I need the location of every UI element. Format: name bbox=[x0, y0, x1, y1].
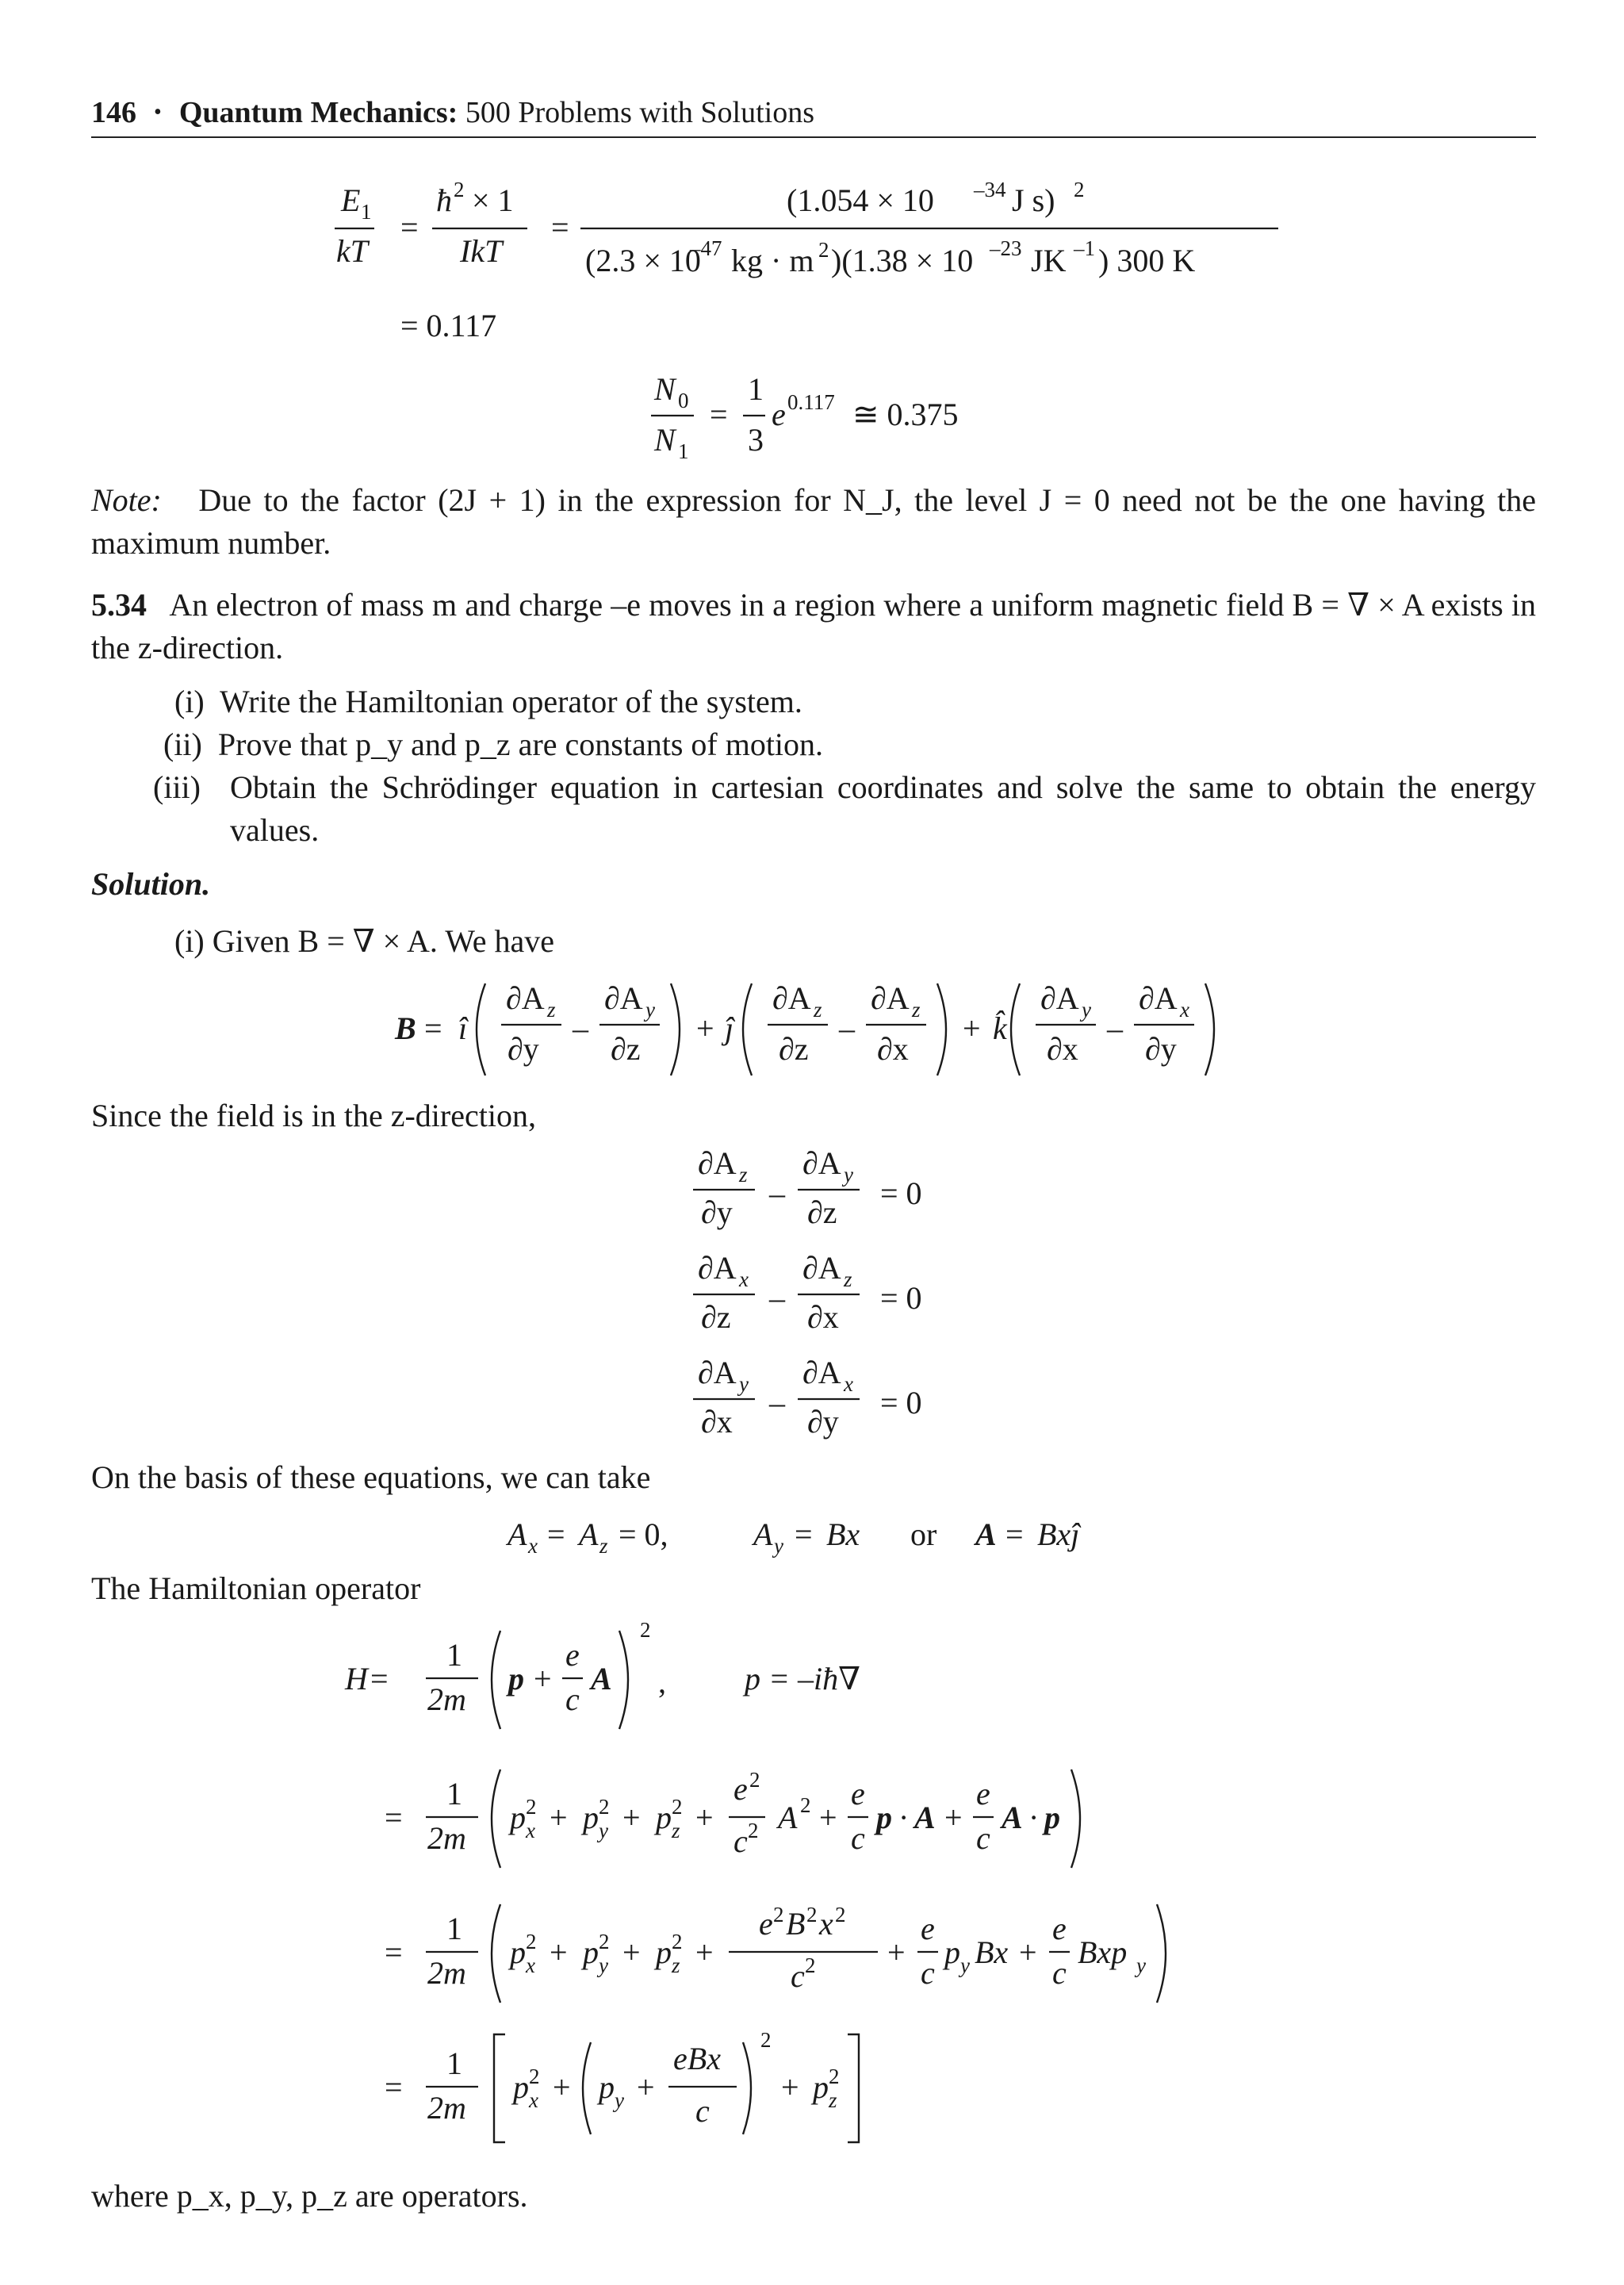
svg-text:∂z: ∂z bbox=[807, 1194, 837, 1230]
running-header bbox=[91, 89, 1536, 138]
svg-text:2m: 2m bbox=[427, 1955, 466, 1991]
field-direction-text: Since the field is in the z-direction, bbox=[91, 1098, 536, 1133]
svg-text:1: 1 bbox=[678, 439, 689, 460]
svg-text:2: 2 bbox=[672, 1795, 683, 1819]
svg-text:x: x bbox=[526, 1953, 535, 1977]
svg-text:z: z bbox=[844, 1267, 852, 1291]
note-paragraph bbox=[91, 479, 1536, 565]
closing-text: where p_x, p_y, p_z are operators. bbox=[91, 2178, 528, 2214]
svg-text:=: = bbox=[385, 1934, 403, 1970]
svg-text:(1.054 × 10: (1.054 × 10 bbox=[787, 182, 934, 218]
svg-text:+: + bbox=[622, 1800, 641, 1835]
svg-text:î: î bbox=[458, 1010, 468, 1046]
svg-text:z: z bbox=[547, 998, 556, 1022]
svg-text:+: + bbox=[534, 1661, 552, 1696]
svg-text:p: p bbox=[510, 1800, 526, 1835]
svg-text:1: 1 bbox=[748, 371, 764, 407]
svg-text:2: 2 bbox=[672, 1930, 683, 1953]
hamiltonian-text: The Hamiltonian operator bbox=[91, 1570, 421, 1606]
svg-text:∂A: ∂A bbox=[802, 1145, 841, 1181]
svg-text:x: x bbox=[528, 1534, 538, 1558]
svg-text:+: + bbox=[887, 1934, 906, 1970]
svg-text:p: p bbox=[656, 1800, 672, 1835]
svg-text:e: e bbox=[1052, 1911, 1067, 1946]
svg-text:c: c bbox=[565, 1681, 580, 1717]
svg-text:(2.3 × 10: (2.3 × 10 bbox=[585, 243, 701, 278]
population-ratio-equation bbox=[646, 365, 1011, 460]
svg-text:=: = bbox=[795, 1516, 813, 1552]
svg-text:e: e bbox=[921, 1911, 935, 1946]
svg-text:·: · bbox=[898, 1800, 910, 1835]
svg-text:,: , bbox=[658, 1664, 666, 1700]
svg-text:A: A bbox=[753, 1516, 773, 1552]
svg-text:2m: 2m bbox=[427, 1681, 466, 1717]
svg-text:y: y bbox=[1082, 998, 1091, 1022]
svg-text:2: 2 bbox=[454, 178, 465, 201]
svg-text:c: c bbox=[695, 2093, 710, 2129]
svg-text:2: 2 bbox=[818, 238, 829, 262]
svg-text:z: z bbox=[814, 998, 822, 1022]
svg-text:A: A bbox=[778, 1800, 798, 1835]
svg-text:B: B bbox=[786, 1906, 806, 1942]
svg-text:=: = bbox=[1005, 1516, 1024, 1552]
svg-text:p: p bbox=[513, 2069, 529, 2105]
svg-text:)(1.38 × 10: )(1.38 × 10 bbox=[831, 243, 974, 278]
svg-text:2: 2 bbox=[526, 1795, 537, 1819]
svg-text:+: + bbox=[622, 1934, 641, 1970]
svg-text:–: – bbox=[769, 1385, 785, 1420]
svg-text:Bx: Bx bbox=[826, 1516, 860, 1552]
svg-text:+: + bbox=[819, 1800, 837, 1835]
svg-text:+: + bbox=[696, 1010, 714, 1046]
solution-intro: (i) Given B = ∇ × A. We have bbox=[174, 923, 555, 959]
svg-text:× 1: × 1 bbox=[472, 182, 514, 218]
svg-text:or: or bbox=[910, 1516, 937, 1552]
svg-text:N: N bbox=[654, 422, 676, 458]
svg-text:∂y: ∂y bbox=[1145, 1031, 1177, 1067]
problem-text: An electron of mass m and charge –e moves in a region where a uniform magnetic field B = ∇ × A exists in the z-direction. bbox=[91, 587, 1536, 665]
problem-part-1: (i) Write the Hamiltonian operator of the system. bbox=[174, 684, 802, 719]
svg-text:0.117: 0.117 bbox=[787, 390, 835, 414]
svg-text:∂x: ∂x bbox=[877, 1031, 909, 1067]
svg-text:z: z bbox=[739, 1163, 748, 1187]
book-title: Quantum Mechanics: bbox=[178, 96, 458, 129]
svg-text:= 0: = 0 bbox=[880, 1280, 922, 1316]
problem-part-3-text: Obtain the Schrödinger equation in cartesian coordinates and solve the same to obtain the energy values. bbox=[230, 769, 1536, 848]
svg-text:∂z: ∂z bbox=[611, 1031, 641, 1067]
svg-text:x: x bbox=[844, 1372, 853, 1396]
svg-text:E: E bbox=[341, 182, 361, 218]
svg-text:B: B bbox=[395, 1010, 416, 1046]
svg-text:+: + bbox=[637, 2069, 655, 2105]
svg-text:2: 2 bbox=[599, 1930, 610, 1953]
svg-text:–: – bbox=[1107, 1010, 1123, 1046]
svg-text:2m: 2m bbox=[427, 2090, 466, 2126]
svg-text:∂A: ∂A bbox=[698, 1355, 737, 1390]
book-subtitle: 500 Problems with Solutions bbox=[465, 96, 815, 129]
svg-text:1: 1 bbox=[361, 200, 372, 224]
svg-text:A: A bbox=[579, 1516, 599, 1552]
svg-text:2m: 2m bbox=[427, 1820, 466, 1856]
svg-text:+: + bbox=[963, 1010, 981, 1046]
svg-text:p: p bbox=[508, 1661, 524, 1696]
svg-text:e: e bbox=[976, 1776, 990, 1812]
svg-text:e: e bbox=[772, 397, 786, 432]
svg-text:= 0: = 0 bbox=[880, 1385, 922, 1420]
header-separator: • bbox=[154, 100, 162, 125]
svg-text:x: x bbox=[1180, 998, 1189, 1022]
svg-text:∂A: ∂A bbox=[1139, 980, 1178, 1016]
svg-text:A: A bbox=[508, 1516, 527, 1552]
note-label: Note: bbox=[91, 482, 162, 518]
svg-text:p: p bbox=[510, 1934, 526, 1970]
curl-expansion-equation bbox=[389, 974, 1261, 1085]
svg-text:=: = bbox=[385, 2069, 403, 2105]
svg-text:k̂: k̂ bbox=[993, 1010, 1007, 1046]
svg-text:3: 3 bbox=[748, 422, 764, 458]
note-text: Due to the factor (2J + 1) in the expression for N_J, the level J = 0 need not be the one having the maximum number. bbox=[91, 482, 1536, 561]
svg-text:e: e bbox=[733, 1771, 748, 1807]
svg-text:∂x: ∂x bbox=[701, 1404, 733, 1440]
svg-text:2: 2 bbox=[773, 1903, 784, 1927]
curl-components-equations bbox=[682, 1142, 967, 1459]
svg-text:2: 2 bbox=[1074, 178, 1085, 201]
svg-text:≅ 0.375: ≅ 0.375 bbox=[852, 397, 959, 432]
svg-text:y: y bbox=[960, 1953, 970, 1977]
svg-text:x: x bbox=[739, 1267, 749, 1291]
svg-text:∂x: ∂x bbox=[1047, 1031, 1078, 1067]
svg-text:y: y bbox=[774, 1534, 783, 1558]
svg-text:A: A bbox=[914, 1800, 936, 1835]
svg-text:) 300 K: ) 300 K bbox=[1098, 243, 1196, 278]
svg-text:x: x bbox=[526, 1819, 535, 1842]
svg-text:kg · m: kg · m bbox=[731, 243, 814, 278]
energy-ratio-equation bbox=[325, 173, 1293, 292]
svg-text:∂y: ∂y bbox=[701, 1194, 733, 1230]
svg-text:=: = bbox=[551, 209, 569, 245]
svg-text:c: c bbox=[1052, 1955, 1067, 1991]
svg-text:x: x bbox=[819, 1906, 833, 1942]
svg-text:·: · bbox=[1028, 1800, 1040, 1835]
svg-text:c: c bbox=[921, 1955, 935, 1991]
svg-text:∂z: ∂z bbox=[701, 1299, 731, 1335]
svg-text:=: = bbox=[547, 1516, 565, 1552]
svg-text:1: 1 bbox=[446, 1637, 462, 1673]
svg-text:∂A: ∂A bbox=[772, 980, 811, 1016]
svg-text:1: 1 bbox=[446, 2045, 462, 2081]
svg-text:c: c bbox=[733, 1823, 748, 1859]
svg-text:+: + bbox=[550, 1800, 568, 1835]
svg-text:A: A bbox=[591, 1661, 612, 1696]
svg-text:0: 0 bbox=[678, 389, 689, 412]
hamiltonian-derivation bbox=[337, 1610, 1209, 2165]
svg-text:p = –iħ∇: p = –iħ∇ bbox=[745, 1661, 861, 1696]
svg-text:2: 2 bbox=[749, 1768, 760, 1792]
svg-text:+: + bbox=[553, 2069, 571, 2105]
svg-text:∂y: ∂y bbox=[508, 1031, 539, 1067]
svg-text:A: A bbox=[1002, 1800, 1023, 1835]
svg-text:e: e bbox=[851, 1776, 865, 1812]
svg-text:= 0: = 0 bbox=[880, 1175, 922, 1211]
svg-text:2: 2 bbox=[805, 1953, 816, 1977]
svg-text:2: 2 bbox=[760, 2028, 772, 2052]
svg-text:Bxĵ: Bxĵ bbox=[1037, 1516, 1080, 1552]
svg-text:=: = bbox=[370, 1661, 389, 1696]
problem-statement bbox=[91, 584, 1536, 669]
svg-text:=: = bbox=[710, 397, 728, 432]
svg-text:y: y bbox=[1136, 1953, 1146, 1977]
svg-text:z: z bbox=[672, 1953, 680, 1977]
svg-text:y: y bbox=[645, 998, 655, 1022]
svg-text:2: 2 bbox=[529, 2065, 540, 2088]
svg-text:–1: –1 bbox=[1074, 236, 1095, 260]
svg-text:∂A: ∂A bbox=[698, 1250, 737, 1286]
svg-text:y: y bbox=[599, 1953, 608, 1977]
svg-text:p: p bbox=[656, 1934, 672, 1970]
svg-text:ĵ: ĵ bbox=[725, 1010, 734, 1046]
svg-text:2: 2 bbox=[800, 1793, 811, 1817]
ratio-result: = 0.117 bbox=[400, 308, 497, 343]
svg-text:+: + bbox=[781, 2069, 799, 2105]
svg-text:2: 2 bbox=[748, 1819, 759, 1842]
svg-text:∂A: ∂A bbox=[802, 1250, 841, 1286]
svg-text:e: e bbox=[565, 1637, 580, 1673]
svg-text:y: y bbox=[739, 1372, 749, 1396]
svg-text:z: z bbox=[672, 1819, 680, 1842]
svg-text:z: z bbox=[912, 998, 921, 1022]
svg-text:∂A: ∂A bbox=[802, 1355, 841, 1390]
svg-text:H: H bbox=[345, 1661, 368, 1696]
svg-text:1: 1 bbox=[446, 1911, 462, 1946]
svg-text:c: c bbox=[976, 1820, 990, 1856]
svg-text:x: x bbox=[529, 2088, 538, 2112]
problem-part-3-label: (iii) bbox=[153, 769, 201, 805]
svg-text:Bxp: Bxp bbox=[1078, 1934, 1128, 1970]
svg-text:2: 2 bbox=[829, 2065, 840, 2088]
svg-text:=: = bbox=[400, 209, 419, 245]
svg-text:2: 2 bbox=[526, 1930, 537, 1953]
svg-text:JK: JK bbox=[1031, 243, 1067, 278]
svg-text:–: – bbox=[769, 1280, 785, 1316]
svg-text:c: c bbox=[791, 1958, 805, 1994]
svg-text:2: 2 bbox=[599, 1795, 610, 1819]
svg-text:2: 2 bbox=[640, 1618, 651, 1642]
svg-text:p: p bbox=[813, 2069, 829, 2105]
svg-text:∂A: ∂A bbox=[604, 980, 643, 1016]
svg-text:Bx: Bx bbox=[975, 1934, 1009, 1970]
svg-text:+: + bbox=[1019, 1934, 1037, 1970]
svg-text:∂x: ∂x bbox=[807, 1299, 839, 1335]
svg-text:p: p bbox=[1044, 1800, 1060, 1835]
svg-text:2: 2 bbox=[835, 1903, 846, 1927]
svg-text:∂A: ∂A bbox=[871, 980, 910, 1016]
svg-text:p: p bbox=[599, 2069, 615, 2105]
problem-part-2: (ii) Prove that p_y and p_z are constants of motion. bbox=[163, 727, 824, 762]
svg-text:eBx: eBx bbox=[673, 2041, 721, 2076]
svg-text:+: + bbox=[695, 1800, 714, 1835]
svg-text:–34: –34 bbox=[974, 178, 1006, 201]
svg-text:1: 1 bbox=[446, 1776, 462, 1812]
svg-text:A: A bbox=[975, 1516, 997, 1552]
svg-text:z: z bbox=[599, 1534, 608, 1558]
svg-text:–: – bbox=[769, 1175, 785, 1211]
basis-text: On the basis of these equations, we can take bbox=[91, 1459, 651, 1495]
svg-text:N: N bbox=[654, 371, 676, 407]
svg-text:+: + bbox=[550, 1934, 568, 1970]
svg-text:IkT: IkT bbox=[460, 233, 503, 269]
svg-text:∂A: ∂A bbox=[506, 980, 545, 1016]
problem-number: 5.34 bbox=[91, 587, 147, 623]
svg-text:+: + bbox=[695, 1934, 714, 1970]
svg-text:–: – bbox=[573, 1010, 588, 1046]
svg-text:J s): J s) bbox=[1012, 182, 1055, 218]
svg-text:–23: –23 bbox=[990, 236, 1022, 260]
svg-text:= 0,: = 0, bbox=[619, 1516, 668, 1552]
page-number: 146 bbox=[91, 96, 136, 129]
svg-text:–47: –47 bbox=[690, 236, 722, 260]
svg-text:∂A: ∂A bbox=[698, 1145, 737, 1181]
vector-potential-choice bbox=[500, 1507, 1134, 1562]
svg-text:p: p bbox=[583, 1800, 599, 1835]
svg-text:=: = bbox=[424, 1010, 442, 1046]
svg-text:–: – bbox=[839, 1010, 855, 1046]
svg-text:y: y bbox=[615, 2088, 624, 2112]
svg-text:p: p bbox=[876, 1800, 892, 1835]
svg-text:p: p bbox=[583, 1934, 599, 1970]
svg-text:∂A: ∂A bbox=[1040, 980, 1079, 1016]
svg-text:e: e bbox=[759, 1906, 773, 1942]
svg-text:=: = bbox=[385, 1800, 403, 1835]
svg-text:∂z: ∂z bbox=[779, 1031, 809, 1067]
svg-text:p: p bbox=[944, 1934, 960, 1970]
svg-text:ħ: ħ bbox=[436, 182, 452, 218]
svg-text:z: z bbox=[829, 2088, 837, 2112]
solution-heading: Solution. bbox=[91, 866, 211, 902]
svg-text:∂y: ∂y bbox=[807, 1404, 839, 1440]
svg-text:+: + bbox=[944, 1800, 963, 1835]
svg-text:2: 2 bbox=[806, 1903, 818, 1927]
svg-text:c: c bbox=[851, 1820, 865, 1856]
svg-text:y: y bbox=[599, 1819, 608, 1842]
svg-text:kT: kT bbox=[336, 233, 368, 269]
svg-text:y: y bbox=[844, 1163, 853, 1187]
